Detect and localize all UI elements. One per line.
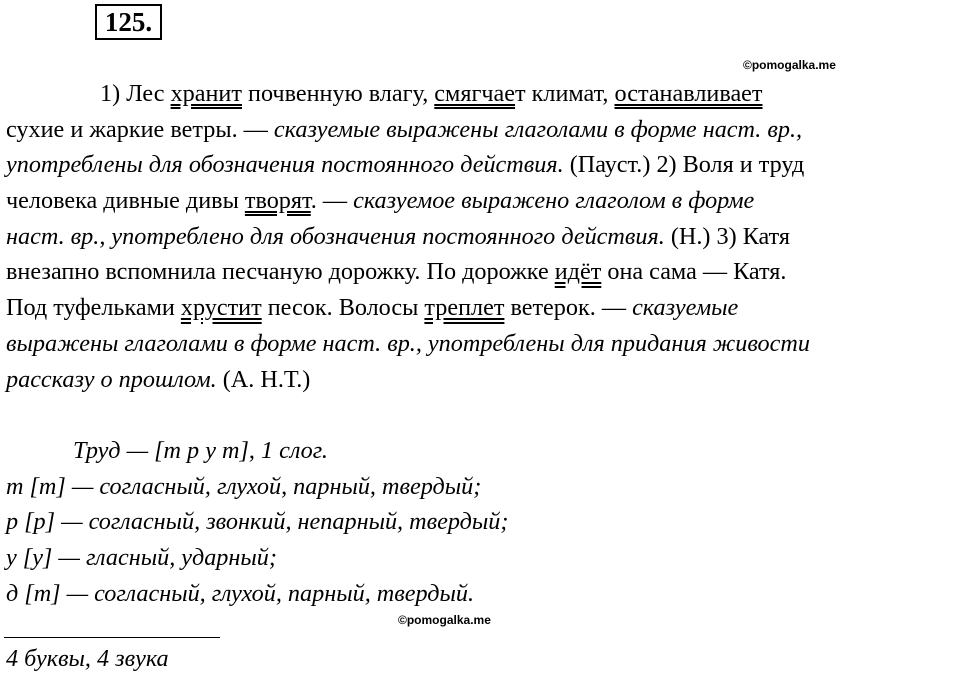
blank-line (6, 397, 958, 433)
text-line-7: Под туфельками хрустит песок. Волосы треплет ветерок. — сказуемые (6, 294, 739, 322)
comment-text: наст. вр., употреблено для обозначения постоянного действия. (6, 222, 665, 250)
text-line-3: употреблены для обозначения постоянного действия. (Пауст.) 2) Воля и труд (6, 151, 805, 179)
predicate-word: останавливает (614, 80, 763, 107)
comment-text: рассказу о прошлом. (6, 365, 217, 393)
text-line-1: 1) Лес хранит почвенную влагу, смягчает климат, останавливает (100, 80, 763, 107)
phonetic-line-2: т [т] — согласный, глухой, парный, твердый; (6, 472, 482, 500)
watermark-top: ©pomogalka.me (743, 58, 836, 72)
text-line-4: человека дивные дивы творят. — сказуемое выражено глаголом в форме (6, 187, 755, 215)
text-line-6: внезапно вспомнила песчаную дорожку. По дорожке идёт она сама — Катя. (6, 258, 787, 286)
predicate-word: творят (244, 187, 311, 215)
predicate-word: хранит (170, 80, 242, 107)
predicate-word: идёт (554, 258, 602, 286)
comment-text: сказуемое выражено глаголом в форме (353, 187, 755, 215)
watermark-bottom: ©pomogalka.me (398, 613, 491, 627)
text-line-2: сухие и жаркие ветры. — сказуемые выражены глаголами в форме наст. вр., (6, 115, 803, 143)
footnote-divider (4, 637, 220, 638)
text-line-5: наст. вр., употреблено для обозначения постоянного действия. (Н.) 3) Катя (6, 222, 790, 250)
comment-text: сказуемые (632, 294, 739, 322)
footnote: 4 буквы, 4 звука (6, 645, 169, 672)
phonetic-line-3: р [р] — согласный, звонкий, непарный, твердый; (6, 508, 509, 536)
phonetic-line-5: д [т] — согласный, глухой, парный, твердый. (6, 579, 475, 607)
predicate-word: смягчае (434, 80, 516, 107)
predicate-word: треплет (424, 294, 505, 322)
comment-text: употреблены для обозначения постоянного действия. (6, 151, 564, 179)
text-line-9: рассказу о прошлом. (А. Н.Т.) (6, 365, 311, 393)
comment-text: выражены глаголами в форме наст. вр., употреблены для придания живости (6, 329, 810, 357)
phonetic-line-1: Труд — [т р у т], 1 слог. (73, 436, 328, 464)
text-line-8 (6, 326, 958, 362)
predicate-word: хрустит (180, 294, 262, 322)
exercise-text (6, 76, 958, 611)
exercise-number: 125. (95, 4, 162, 40)
comment-text: сказуемые выражены глаголами в форме наст. вр., (273, 115, 803, 143)
phonetic-line-4: у [у] — гласный, ударный; (6, 543, 277, 571)
